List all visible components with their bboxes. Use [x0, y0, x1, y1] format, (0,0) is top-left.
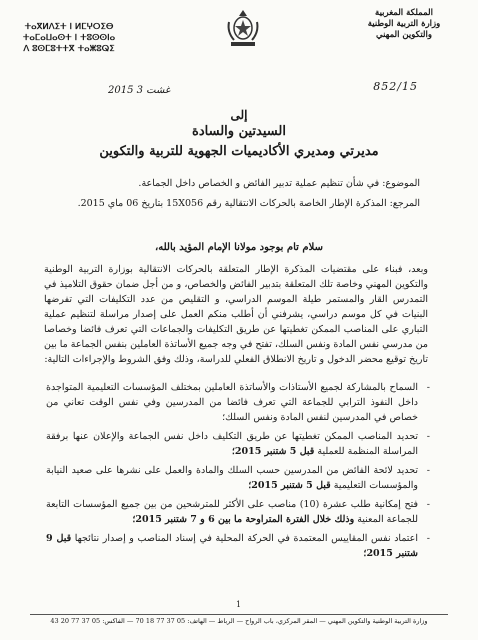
conditions-list [46, 380, 430, 565]
header-line: وزارة التربية الوطنية [367, 19, 441, 29]
page-footer: وزارة التربية الوطنية والتكوين المهني — المقر المركزي، باب الرواح — الرباط — الهاتف: 05 37 77 18 70 — الفاكس: 05 37 77 20 43 [30, 614, 448, 626]
list-item: - تحديد المناصب الممكن تغطيتها عن طريق التكليف داخل نفس الجماعة والإعلان عنها برفقة المراسلة المنظمة للعملية قبل 5 شتنبر 2015؛ [46, 429, 430, 459]
list-item: - السماح بالمشاركة لجميع الأستاذات والأساتذة العاملين بمختلف المؤسسات التعليمية المتواجدة داخل النفوذ الترابي للجماعة التي تعرف فائضا من المدرسين وفي نفس الوقت تعاني من خصاص في المدرسين لنفس المادة ونفس السلك؛ [46, 380, 430, 425]
header-line: ⵜⴰⵎⴰⵡⴰⵙⵜ ⵏ ⵜⵓⵙⵙⵏⴰ [22, 33, 116, 43]
coat-of-arms-icon [225, 8, 261, 48]
ministry-header-tifinagh [14, 22, 124, 55]
page-number: 1 [236, 600, 242, 609]
list-item: - فتح إمكانية طلب عشرة (10) مناصب على الأكثر للمترشحين من بين جميع المؤسسات التابعة للجماعة المعنية وذلك خلال الفترة المتراوحة ما بين 6 و 7 شتنبر 2015؛ [46, 497, 430, 527]
body-paragraph: وبعد، فبناء على مقتضيات المذكرة الإطار المتعلقة بالحركات الانتقالية بوزارة التربية الوطنية والتكوين المهني وخاصة تلك المتعلقة بتدبير الفائض والخصاص، و من أجل ضمان حقوق التلاميذ في التمدرس القار والمستمر طيلة الموسم الدراسي، و التقليص من عدد التكليفات التي تفرضها البنيات في كل موسم دراسي، يشرفني أن أطلب منكم العمل على إصدار مراسلة لتنظيم عملية التباري على المناصب الممكن تغطيتها عن طريق التكليفات والجماعات التي تعرف فائضا وخصاصا من مدرسي نفس المادة ونفس السلك، تفتح في وجه جميع الأساتذة العاملين بنفس الجماعة ما بين تاريخ توقيع محضر الدخول و تاريخ الانطلاق الفعلي للدراسة، وذلك وفق الشروط والإجراءات التالية: [44, 264, 428, 365]
subject-line: الموضوع: في شأن تنظيم عملية تدبير الفائض و الخصاص داخل الجماعة. [138, 178, 420, 189]
header-line: والتكوين المهني [376, 30, 432, 40]
list-item: - اعتماد نفس المقاييس المعتمدة في الحركة المحلية في إسناد المناصب و إصدار نتائجها قبل 9 شتنبر 2015؛ [46, 531, 430, 561]
header-line: المملكة المغربية [375, 8, 433, 18]
reference-line: المرجع: المذكرة الإطار الخاصة بالحركات الانتقالية رقم 15X056 بتاريخ 06 ماي 2015. [77, 198, 420, 209]
header-line: ⵜⴰⴳⵍⴷⵉⵜ ⵏ ⵍⵎⵖⵔⵉⴱ [24, 22, 114, 32]
greeting: سلام تام بوجود مولانا الإمام المؤيد بالله، [155, 242, 323, 253]
list-item: - تحديد لائحة الفائض من المدرسين حسب السلك والمادة والعمل على نشرها على صعيد النيابة والمؤسسات التعليمية قبل 5 شتنبر 2015؛ [46, 463, 430, 493]
header-line: ⴷ ⵓⵙⵎⵓⵜⵜⴳ ⵜⴰⵥⵓⵕⵉ [23, 44, 115, 54]
to-label: إلى [230, 108, 248, 122]
ministry-header-arabic [344, 8, 464, 41]
recipients-title: مديرتي ومديري الأكاديميات الجهوية للتربية والتكوين [99, 144, 379, 159]
handwritten-date: 2015 3 غشت [108, 85, 171, 96]
recipients: السيدتين والسادة [192, 124, 286, 139]
reference-number: 852/15 [373, 80, 418, 93]
